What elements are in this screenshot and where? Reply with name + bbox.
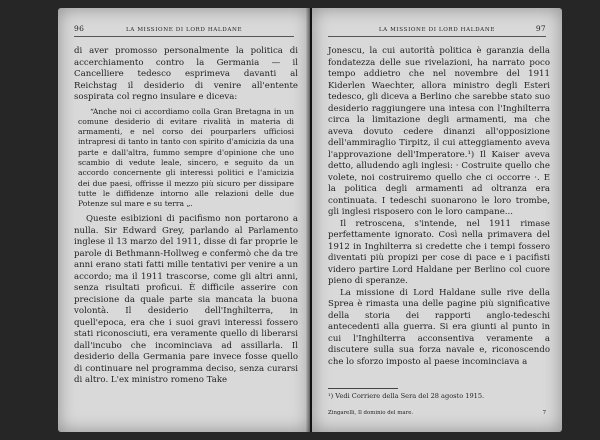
right-paragraph-2: Il retroscena, s'intende, nel 1911 rimase perfettamente ignorato. Così nella primavera del 1912 in Inghilterra si credette che i tempi fossero diventati più propizi per cose di pace e i pacifisti videro partire Lord Haldane per Berlino col cuore pieno di speranze. — [328, 218, 550, 286]
left-page — [58, 8, 310, 432]
left-header-rule — [74, 36, 294, 37]
left-running-header — [74, 24, 294, 33]
right-running-header — [328, 24, 546, 33]
left-paragraph-2: Queste esibizioni di pacifismo non portarono a nulla. Sir Edward Grey, parlando al Parlamento inglese il 13 marzo del 1911, disse di far proprie le parole di Bethmann-Hollweg e confermò che da tre anni erano stati fatti mille tentativi per venire a un accordo; ma il 1911 trascorse, come gli altri anni, senza risultati proficui. È difficile asserire con precisione da quale parte sia mancata la buona volontà. Il desiderio dell'Inghilterra, in quell'epoca, era che i suoi gravi interessi fossero stati riconosciuti, era veramente quello di liberarsi dall'incubo che incominciava ad assillarla. Il desiderio della Germania pare invece fosse quello di continuare nel programma deciso, senza curarsi di altro. L'ex ministro romeno Take — [74, 214, 298, 386]
printer-line — [328, 410, 546, 416]
left-running-title: LA MISSIONE DI LORD HALDANE — [125, 27, 243, 33]
left-quote: “Anche noi ci accordiamo colla Gran Bretagna in un comune desiderio di evitare rivalità in materia di armamenti, e nel corso dei pourparlers ufficiosi intrapresi di tanto in tanto con spirito d'amicizia da una parte e dall'altra, fummo sempre d'opinione che uno scambio di vedute leale, sincero, e seguito da un accordo concernente gli interessi politici e l'amicizia dei due paesi, offrisse il mezzo più sicuro per dissipare tutte le diffidenze intorno alle relazioni delle due Potenze sul mare e su terra „. — [78, 106, 294, 209]
left-body-text — [74, 46, 298, 387]
left-page-number: 96 — [74, 24, 85, 33]
right-running-title: LA MISSIONE DI LORD HALDANE — [378, 27, 495, 33]
left-paragraph-1: di aver promosso personalmente la politica di accerchiamento contro la Germania — il Cancelliere tedesco esprimeva davanti al Reichstag il desiderio di venire all'entente sospirata col regno insulare e diceva: — [74, 46, 298, 102]
printer-credit: Zingarelli, Il dominio del mare. — [328, 410, 414, 416]
right-body-text — [328, 46, 550, 368]
right-page-number: 97 — [535, 24, 546, 33]
footnote: ¹) Vedi Corriere della Sera del 28 agosto 1915. — [328, 392, 485, 400]
right-paragraph-1: Jonescu, la cui autorità politica è garanzia della fondatezza delle sue rivelazioni, ha narrato poco tempo addietro che nel novembre del 1911 Kiderlen Waechter, allora ministro degli Esteri tedesco, gli diceva a Berlino che sarebbe stato suo desiderio raggiungere una intesa con l'Inghilterra circa la limitazione degli armamenti, ma che aveva dovuto cedere dinanzi all'opposizione dell'ammiraglio Tirpitz, il cui atteggiamento aveva l'approvazione dell'Imperatore.¹) Il Kaiser aveva detto, alludendo agli inglesi: · Costruite quello che volete, noi costruiremo quello che ci occorre ·. E la politica degli armamenti ad oltranza era continuata. I tedeschi suonarono le loro trombe, gli inglesi risposero con le loro campane... — [328, 46, 550, 217]
right-header-rule — [328, 36, 546, 37]
right-page — [312, 8, 562, 432]
signature-mark: 7 — [542, 410, 546, 416]
footnote-rule — [328, 388, 398, 389]
right-paragraph-3: La missione di Lord Haldane sulle rive della Sprea è rimasta una delle pagine più significative della storia dei rapporti anglo-tedeschi antecedenti alla guerra. Si era giunti al punto in cui l'Inghilterra acconsentiva veramente a discutere sulla sua forza navale e, riconoscendo che lo sforzo imposto al paese incominciava a — [328, 287, 550, 367]
